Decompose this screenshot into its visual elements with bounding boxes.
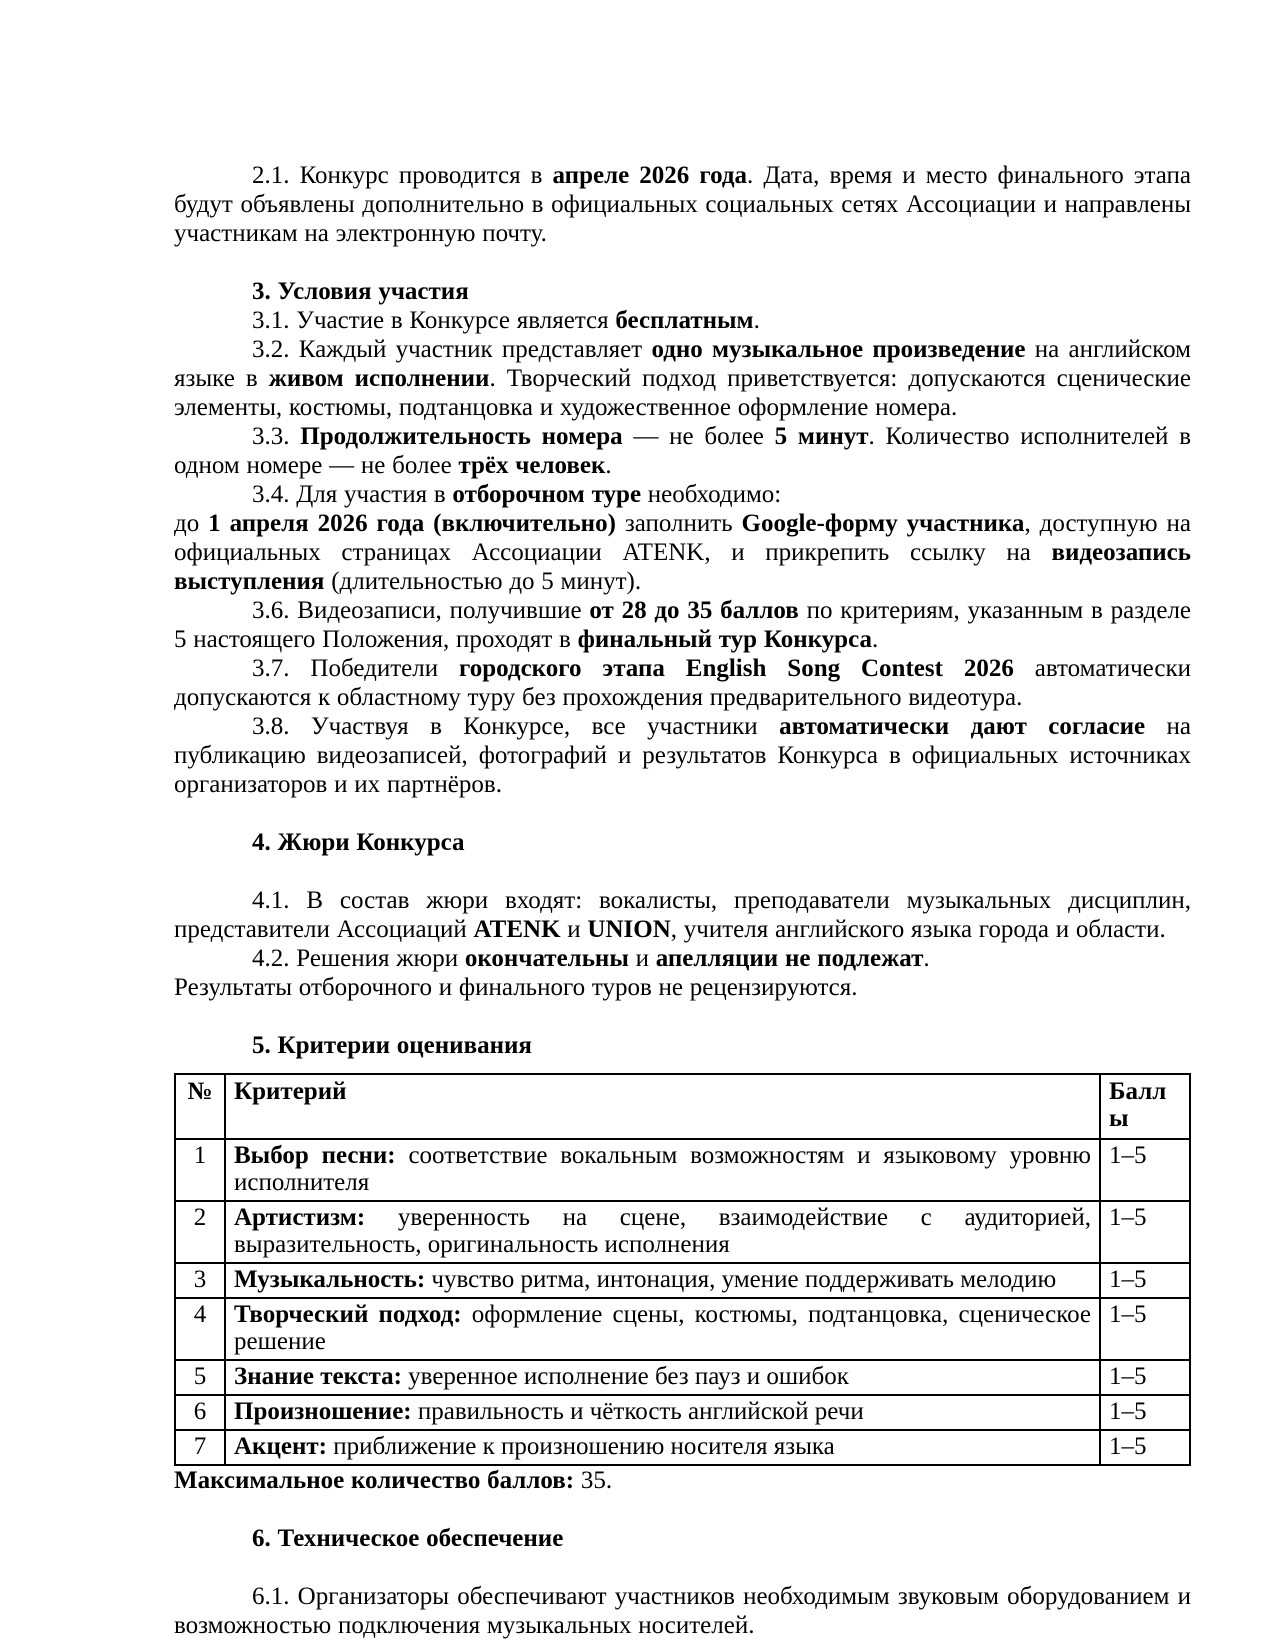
paragraph bbox=[174, 1582, 1191, 1640]
text-run: 3.1. Участие в Конкурсе является bbox=[252, 307, 616, 334]
criterion-number: 6 bbox=[175, 1395, 225, 1430]
text-run: ATENK bbox=[473, 916, 561, 943]
text-run: 3.4. Для участия в bbox=[252, 481, 453, 508]
text-run: . Количество исполнителей в одном номере — не более bbox=[174, 423, 1191, 479]
text-run: 35. bbox=[574, 1467, 613, 1494]
section-heading: 4. Жюри Конкурса bbox=[252, 829, 465, 856]
column-header-criterion: Критерий bbox=[225, 1074, 1100, 1139]
criterion-score: 1–5 bbox=[1100, 1430, 1190, 1465]
criterion-description: оформление сцены, костюмы, подтанцовка, сценическое решение bbox=[234, 1301, 1091, 1355]
text-run: Google-форму участника bbox=[741, 510, 1025, 537]
criterion-description: чувство ритма, интонация, умение поддерживать мелодию bbox=[425, 1266, 1057, 1293]
criterion-number: 7 bbox=[175, 1430, 225, 1465]
criterion-cell bbox=[225, 1139, 1100, 1201]
paragraph bbox=[174, 654, 1191, 712]
text-run: Максимальное количество баллов: bbox=[174, 1467, 575, 1494]
criterion-score: 1–5 bbox=[1100, 1263, 1190, 1298]
paragraph bbox=[174, 161, 1191, 248]
text-run: бесплатным bbox=[615, 307, 754, 334]
paragraph bbox=[174, 596, 1191, 654]
paragraph bbox=[174, 306, 1191, 335]
text-run: автоматически дают согласие bbox=[779, 713, 1146, 740]
text-run: на публикацию видеозаписей, фотографий и результатов Конкурса в официальных источниках организаторов и их партнёров. bbox=[174, 713, 1191, 798]
criterion-description: уверенное исполнение без пауз и ошибок bbox=[401, 1363, 849, 1390]
text-run: 3.6. Видеозаписи, получившие bbox=[252, 597, 590, 624]
criterion-cell bbox=[225, 1298, 1100, 1360]
criterion-term: Акцент: bbox=[234, 1433, 327, 1460]
paragraph bbox=[174, 509, 1191, 596]
empty-line bbox=[174, 857, 1191, 886]
text-run: Продолжительность номера bbox=[300, 423, 623, 450]
criterion-score: 1–5 bbox=[1100, 1139, 1190, 1201]
text-run: и bbox=[560, 916, 588, 943]
paragraph bbox=[174, 944, 1191, 973]
criterion-cell bbox=[225, 1201, 1100, 1263]
paragraph bbox=[174, 973, 1191, 1002]
text-run: апелляции не подлежат bbox=[655, 945, 924, 972]
table-row bbox=[175, 1298, 1190, 1360]
criterion-number: 5 bbox=[175, 1360, 225, 1395]
text-run: апреле 2026 года bbox=[552, 162, 748, 189]
criterion-term: Артистизм: bbox=[234, 1204, 366, 1231]
text-run: 4.1. В состав жюри входят: вокалисты, преподаватели музыкальных дисциплин, представители Ассоциаций bbox=[174, 887, 1191, 943]
text-run: 3.3. bbox=[252, 423, 301, 450]
text-run: окончательны bbox=[464, 945, 629, 972]
criterion-description: правильность и чёткость английской речи bbox=[411, 1398, 864, 1425]
criterion-cell bbox=[225, 1360, 1100, 1395]
text-run: на английском языке в bbox=[174, 336, 1191, 392]
criterion-term: Знание текста: bbox=[234, 1363, 402, 1390]
text-run: трёх человек bbox=[458, 452, 606, 479]
criterion-score: 1–5 bbox=[1100, 1201, 1190, 1263]
text-run: отборочном туре bbox=[452, 481, 642, 508]
text-run: финальный тур Конкурса bbox=[577, 626, 872, 653]
section-heading: 5. Критерии оценивания bbox=[252, 1032, 532, 1059]
criterion-number: 2 bbox=[175, 1201, 225, 1263]
text-run: одно музыкальное произведение bbox=[651, 336, 1026, 363]
table-row bbox=[175, 1360, 1190, 1395]
table-row bbox=[175, 1263, 1190, 1298]
paragraph bbox=[174, 422, 1191, 480]
text-run: видеозапись выступления bbox=[174, 539, 1191, 595]
text-run: UNION bbox=[587, 916, 671, 943]
criterion-score: 1–5 bbox=[1100, 1298, 1190, 1360]
section-heading: 3. Условия участия bbox=[252, 278, 469, 305]
text-run: 3.2. Каждый участник представляет bbox=[252, 336, 652, 363]
text-run: , доступную на официальных страницах Ассоциации ATENK, и прикрепить ссылку на bbox=[174, 510, 1191, 566]
section-heading: 6. Техническое обеспечение bbox=[252, 1525, 564, 1552]
criterion-description: приближение к произношению носителя языка bbox=[326, 1433, 835, 1460]
text-run: . Дата, время и место финального этапа будут объявлены дополнительно в официальных социальных сетях Ассоциации и направлены участникам на электронную почту. bbox=[174, 162, 1191, 247]
document-body bbox=[174, 161, 1191, 1640]
text-run: . bbox=[753, 307, 760, 334]
text-run: , учителя английского языка города и области. bbox=[670, 916, 1166, 943]
table-row bbox=[175, 1395, 1190, 1430]
paragraph bbox=[174, 335, 1191, 422]
text-run: . bbox=[605, 452, 612, 479]
criterion-description: уверенность на сцене, взаимодействие с аудиторией, выразительность, оригинальность исполнения bbox=[234, 1204, 1091, 1258]
criterion-cell bbox=[225, 1395, 1100, 1430]
text-run: Результаты отборочного и финального туров не рецензируются. bbox=[174, 974, 858, 1001]
table-header-row bbox=[175, 1074, 1190, 1139]
text-run: . bbox=[923, 945, 930, 972]
text-run: (длительностью до 5 минут). bbox=[324, 568, 642, 595]
text-run: живом исполнении bbox=[268, 365, 490, 392]
text-run: от 28 до 35 баллов bbox=[589, 597, 799, 624]
text-run: 1 апреля 2026 года (включительно) bbox=[208, 510, 616, 537]
text-run: 6.1. Организаторы обеспечивают участников необходимым звуковым оборудованием и возможностью подключения музыкальных носителей. bbox=[174, 1583, 1191, 1639]
criterion-number: 4 bbox=[175, 1298, 225, 1360]
text-run: городского этапа English Song Contest 2026 bbox=[459, 655, 1014, 682]
criterion-number: 3 bbox=[175, 1263, 225, 1298]
paragraph bbox=[174, 886, 1191, 944]
text-run: автоматически допускаются к областному туру без прохождения предварительного видеотура. bbox=[174, 655, 1191, 711]
table-row bbox=[175, 1139, 1190, 1201]
table-row bbox=[175, 1430, 1190, 1465]
text-run: . bbox=[871, 626, 879, 653]
criterion-term: Творческий подход: bbox=[234, 1301, 462, 1328]
criterion-term: Произношение: bbox=[234, 1398, 412, 1425]
text-run: 3.8. Участвуя в Конкурсе, все участники bbox=[252, 713, 780, 740]
text-run: . Творческий подход приветствуется: допускаются сценические элементы, костюмы, подтанцовка и художественное оформление номера. bbox=[174, 365, 1191, 421]
text-run: и bbox=[628, 945, 656, 972]
criterion-term: Выбор песни: bbox=[234, 1142, 396, 1169]
text-run: заполнить bbox=[615, 510, 742, 537]
paragraph bbox=[174, 712, 1191, 799]
text-run: 5 минут bbox=[774, 423, 869, 450]
criterion-term: Музыкальность: bbox=[234, 1266, 426, 1293]
criterion-cell bbox=[225, 1430, 1100, 1465]
text-run: 4.2. Решения жюри bbox=[252, 945, 465, 972]
empty-line bbox=[174, 1002, 1191, 1031]
text-run: необходимо: bbox=[641, 481, 782, 508]
criterion-description: соответствие вокальным возможностям и языковому уровню исполнителя bbox=[234, 1142, 1091, 1196]
criterion-score: 1–5 bbox=[1100, 1395, 1190, 1430]
empty-line bbox=[174, 1495, 1191, 1524]
column-header-score: Баллы bbox=[1100, 1074, 1190, 1139]
criterion-score: 1–5 bbox=[1100, 1360, 1190, 1395]
text-run: 2.1. Конкурс проводится в bbox=[252, 162, 553, 189]
table-row bbox=[175, 1201, 1190, 1263]
text-run: 3.7. Победители bbox=[252, 655, 460, 682]
criterion-number: 1 bbox=[175, 1139, 225, 1201]
text-run: — не более bbox=[622, 423, 775, 450]
empty-line bbox=[174, 248, 1191, 277]
paragraph bbox=[174, 1466, 1191, 1495]
empty-line bbox=[174, 1553, 1191, 1582]
text-run: до bbox=[174, 510, 209, 537]
criteria-table bbox=[174, 1073, 1191, 1466]
paragraph bbox=[174, 480, 1191, 509]
column-header-number: № bbox=[175, 1074, 225, 1139]
criterion-cell bbox=[225, 1263, 1100, 1298]
empty-line bbox=[174, 799, 1191, 828]
text-run: по критериям, указанным в разделе 5 настоящего Положения, проходят в bbox=[174, 597, 1192, 653]
